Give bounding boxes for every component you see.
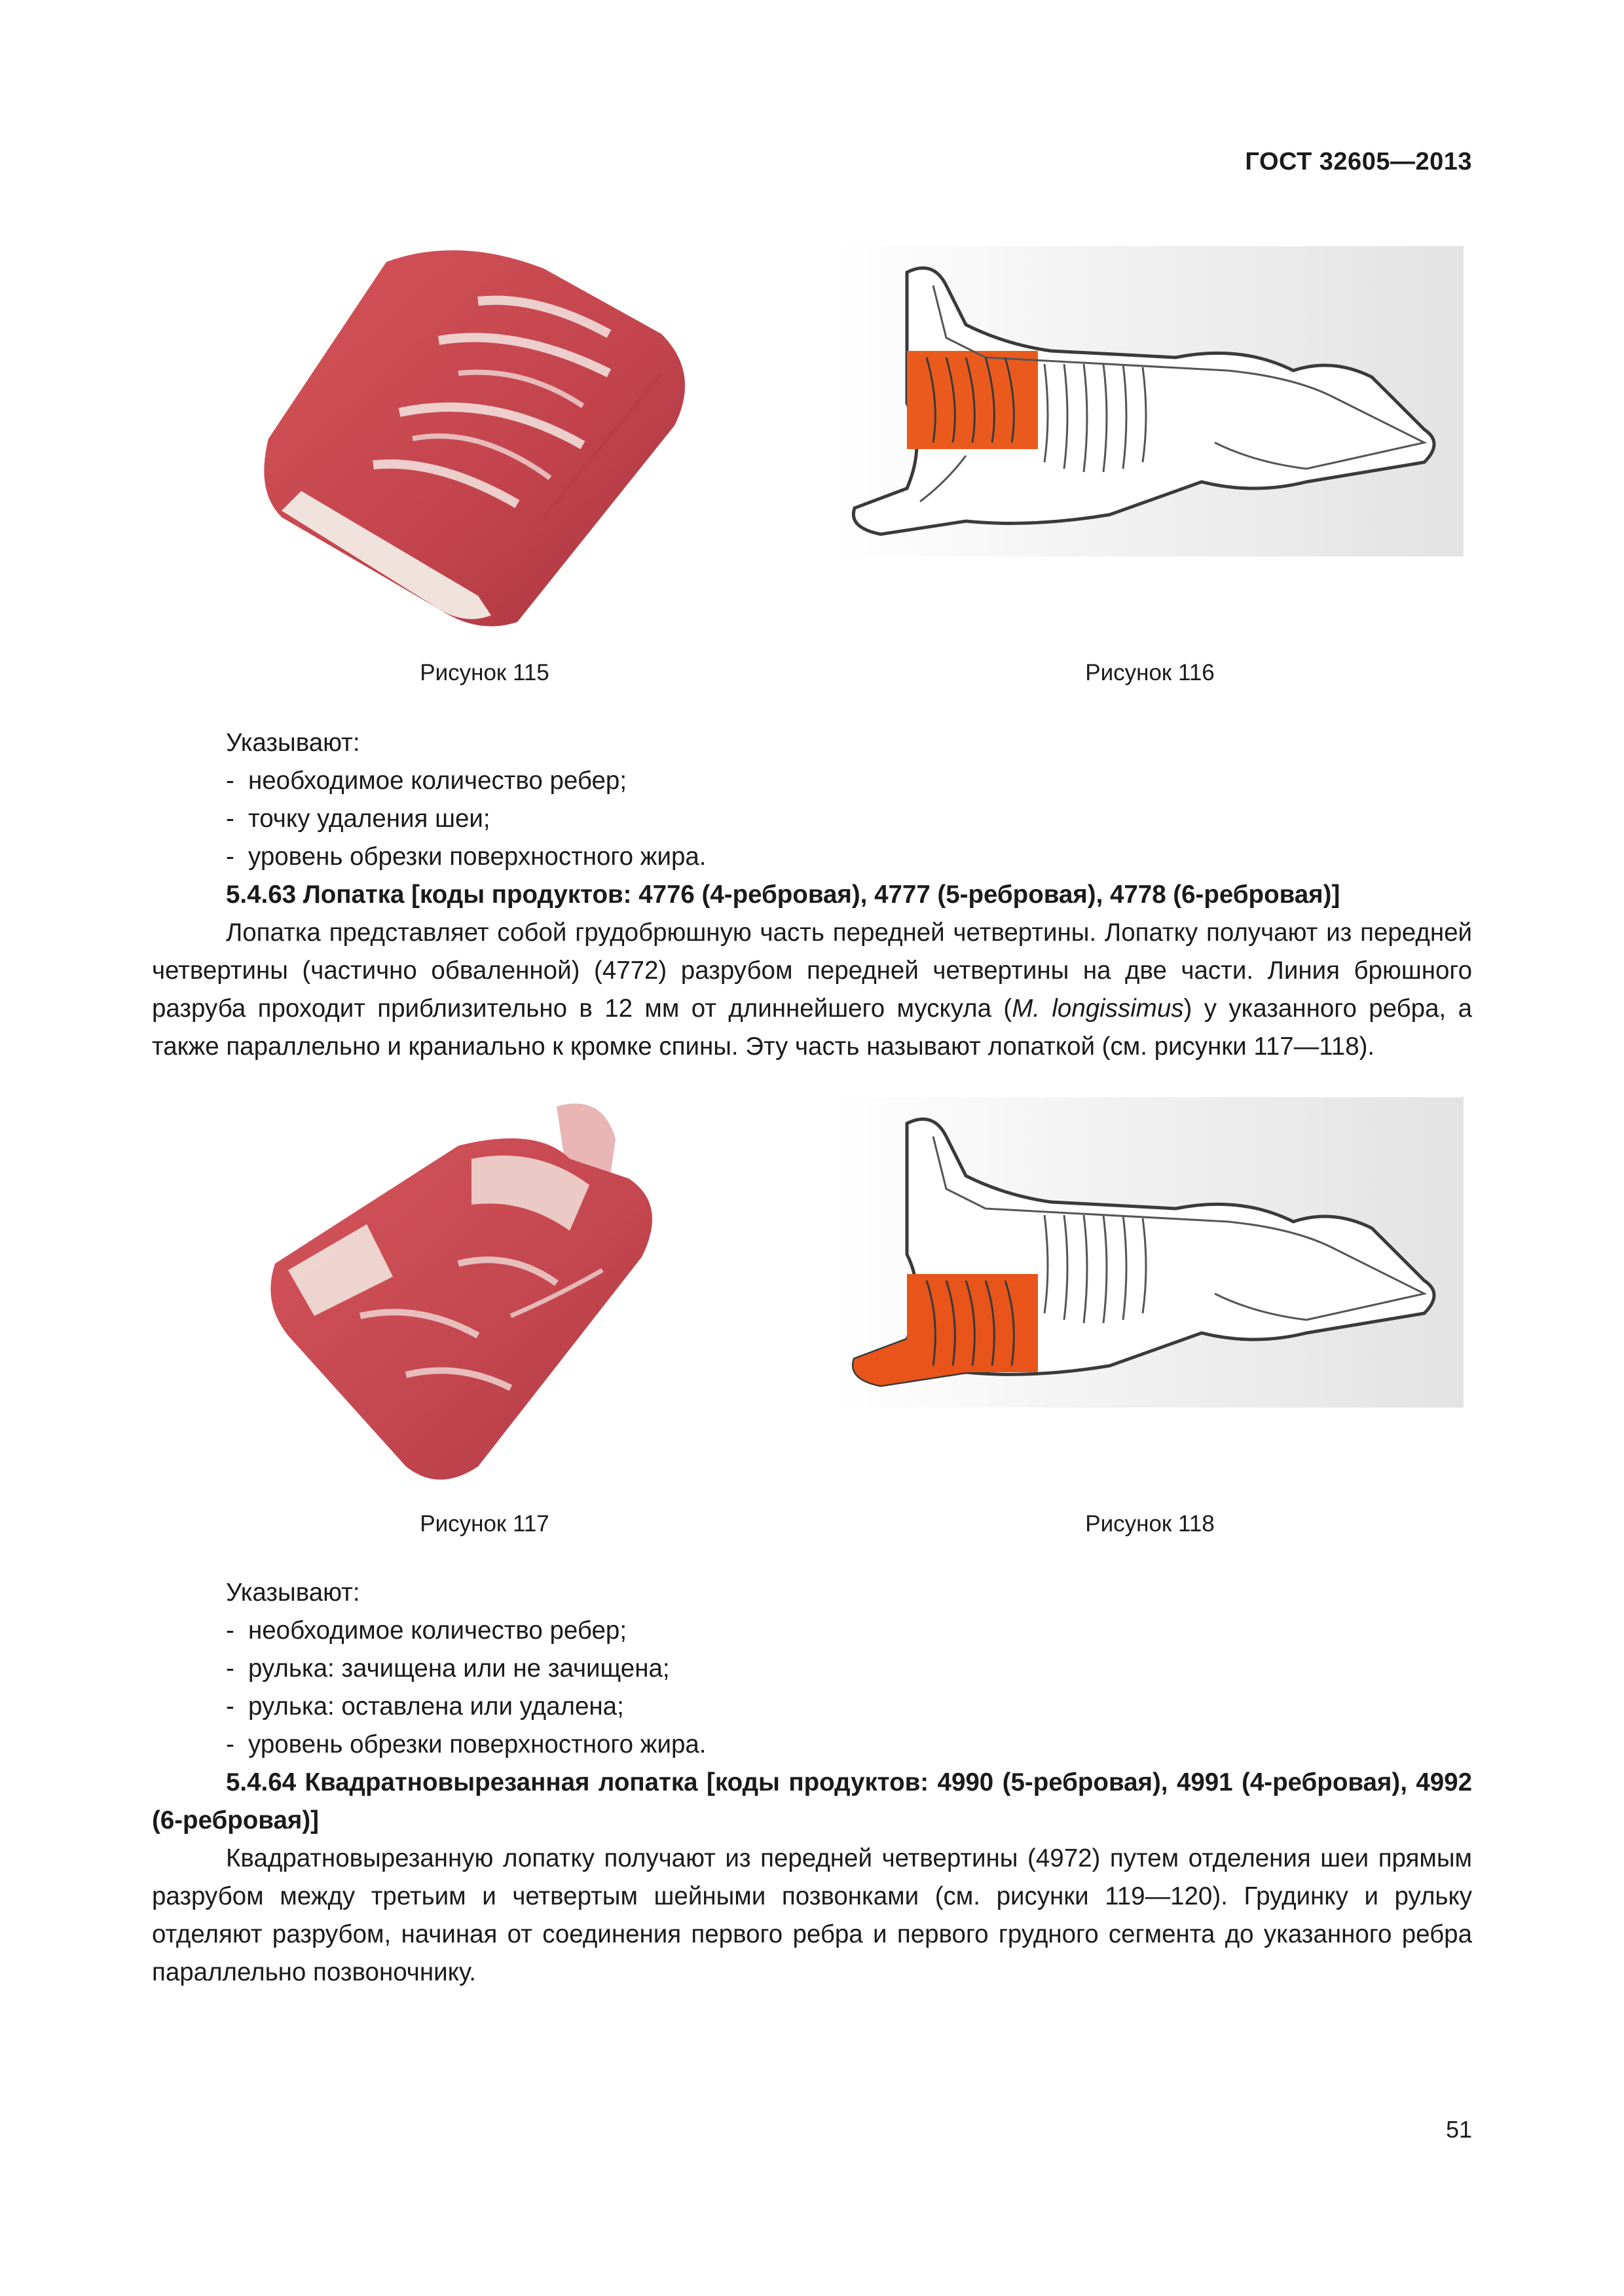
- meat-shoulder-image: [262, 1100, 733, 1493]
- figure-115-caption: Рисунок 115: [420, 660, 549, 685]
- list-item: - необходимое количество ребер;: [226, 1616, 627, 1645]
- list-item-text: уровень обрезки поверхностного жира.: [248, 843, 707, 871]
- section-paragraph-5-4-64: Квадратновырезанную лопатку получают из передней четвертины (4972) путем отделения шеи прямым разрубом между третьим и четвертым шейными позвонками (см. рисунки 119—120). Грудинку и рульку отделяют разрубом, начиная от соединения первого ребра и первого грудного сегмента до указанного ребра параллельно позвоночнику.: [152, 1844, 1472, 1986]
- section-heading-5-4-63: 5.4.63 Лопатка [коды продуктов: 4776 (4-ребровая), 4777 (5-ребровая), 4778 (6-ребровая)]: [226, 881, 1340, 909]
- paragraph-text: ) у указанного ребра, а также параллельно и краниально к кромке спины. Эту часть называют лопаткой (см. рисунки 117—118).: [152, 994, 1472, 1061]
- list-item: - уровень обрезки поверхностного жира.: [226, 1730, 707, 1758]
- paragraph-text: Лопатка представляет собой грудобрюшную часть передней четвертины. Лопатку получают из передней четвертины (частично обваленной) (4772) разрубом передней четвертины на две части. Линия брюшного разруба проходит приблизительно в 12 мм от длиннейшего мускула (: [152, 919, 1472, 1023]
- text-block-upper: [152, 724, 1472, 1066]
- figure-117-meat-photo: [262, 1100, 733, 1493]
- carcass-skeleton-shoulder-highlight: [835, 246, 1464, 556]
- specify-intro-2: Указывают:: [226, 1578, 360, 1607]
- list-item: - рулька: зачищена или не зачищена;: [226, 1654, 670, 1683]
- list-item: - уровень обрезки поверхностного жира.: [226, 843, 707, 871]
- figure-117-caption: Рисунок 117: [420, 1511, 549, 1537]
- page-number: 51: [1445, 2116, 1472, 2143]
- figure-115-meat-photo: [242, 242, 727, 635]
- list-item-text: необходимое количество ребер;: [248, 767, 627, 795]
- list-item-text: уровень обрезки поверхностного жира.: [248, 1730, 707, 1758]
- list-item-text: необходимое количество ребер;: [248, 1616, 627, 1645]
- specify-intro-1: Указывают:: [226, 729, 360, 757]
- document-standard-header: ГОСТ 32605—2013: [1245, 148, 1472, 175]
- meat-rib-roast-image: [242, 242, 727, 635]
- figure-116-carcass-diagram: [835, 246, 1464, 556]
- list-item-text: рулька: зачищена или не зачищена;: [248, 1654, 670, 1683]
- list-item-text: точку удаления шеи;: [248, 805, 490, 833]
- section-paragraph-5-4-63: [152, 914, 1472, 1066]
- figure-118-caption: Рисунок 118: [1085, 1511, 1215, 1537]
- carcass-skeleton-shoulder-highlight: [835, 1097, 1464, 1408]
- figure-118-carcass-diagram: [835, 1097, 1464, 1408]
- section-heading-5-4-64: 5.4.64 Квадратновырезанная лопатка [коды продуктов: 4990 (5-ребровая), 4991 (4-ребровая), 4992 (6-ребровая)]: [152, 1768, 1472, 1834]
- list-item: - рулька: оставлена или удалена;: [226, 1692, 624, 1721]
- list-item: - необходимое количество ребер;: [226, 767, 627, 795]
- list-item: - точку удаления шеи;: [226, 805, 490, 833]
- latin-term: M. longissimus: [1012, 994, 1184, 1023]
- figure-116-caption: Рисунок 116: [1085, 660, 1215, 685]
- text-block-lower: [152, 1574, 1472, 1992]
- list-item-text: рулька: оставлена или удалена;: [248, 1692, 624, 1721]
